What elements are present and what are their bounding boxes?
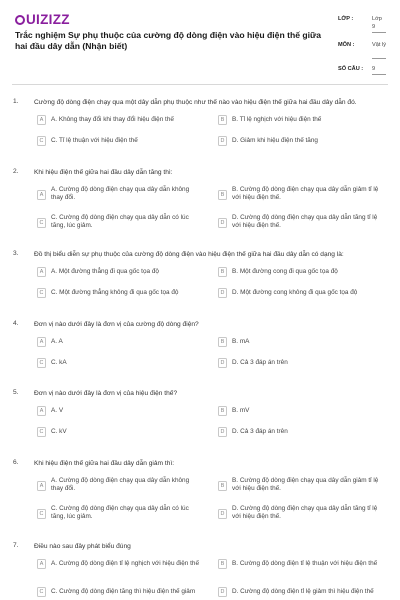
option-letter-box: D [218,427,227,437]
option-text: C. kA [51,359,67,366]
option-letter-box: D [218,358,227,368]
option-letter-box: A [37,406,46,416]
question-text: Đơn vị nào dưới đây là đơn vị của hiệu điện thế? [34,390,178,397]
option-text: D. Cường độ dòng điện chạy qua dây dẫn tăng tỉ lệ với hiệu điện thế. [232,214,378,230]
option-text: D. Cả 3 đáp án trên [232,428,288,435]
option-letter-box: A [37,267,46,277]
question-number: 7. [13,542,19,549]
option-letter-box: B [218,406,227,416]
option-text: C. Một đường thẳng không đi qua gốc tọa độ [51,289,179,296]
question-text: Cường độ dòng điện chạy qua một dây dẫn phụ thuộc như thế nào vào hiệu điện thế giữa hai đầu dây dẫn đó. [34,99,357,106]
grade-value: Lớp 9 [372,16,382,30]
worksheet-title: Trắc nghiệm Sự phụ thuộc của cường độ dòng điện vào hiệu điện thế giữa hai đầu dây dẫn (Nhận biết) [15,30,322,51]
option-text: A. Cường độ dòng điện chạy qua dây dẫn không thay đổi. [51,186,190,202]
option-letter-box: C [37,427,46,437]
question-number: 3. [13,250,19,257]
question-number: 5. [13,389,19,396]
option-letter-box: C [37,509,46,519]
option-letter-box: C [37,136,46,146]
option-text: D. Giảm khi hiệu điện thế tăng [232,137,318,144]
option-text: C. kV [51,428,67,435]
option-text: B. Cường độ dòng điện chạy qua dây dẫn giảm tỉ lệ với hiệu điện thế. [232,186,379,202]
option-text: A. Không thay đổi khi thay đổi hiệu điện thế [51,116,174,123]
option-letter-box: B [218,190,227,200]
question-text: Đơn vị nào dưới đây là đơn vị của cường độ dòng điện? [34,321,199,328]
quizizz-logo [15,12,70,27]
worksheet-header [0,0,400,82]
logo-text: UIZIZZ [26,12,70,27]
option-letter-box: A [37,337,46,347]
option-text: D. Cường độ dòng điện tỉ lệ giảm thì hiệu điện thế [232,588,374,595]
option-text: B. mA [232,338,250,345]
option-text: B. mV [232,407,250,414]
subject-underline [372,58,386,59]
option-letter-box: C [37,587,46,597]
subject-value: Vật lý [372,42,386,48]
grade-label: LỚP : [338,16,354,22]
option-text: A. Cường độ dòng điện chạy qua dây dẫn không thay đổi. [51,477,190,493]
option-text: B. Một đường cong đi qua gốc tọa độ [232,268,338,275]
option-letter-box: A [37,115,46,125]
option-text: A. Một đường thẳng đi qua gốc tọa độ [51,268,159,275]
option-text: D. Cả 3 đáp án trên [232,359,288,366]
option-text: C. Tỉ lệ thuận với hiệu điện thế [51,137,138,144]
option-text: C. Cường độ dòng điện chạy qua dây dẫn có lúc tăng, lúc giảm. [51,505,189,521]
option-letter-box: D [218,509,227,519]
option-letter-box: B [218,267,227,277]
option-letter-box: A [37,481,46,491]
option-letter-box: C [37,288,46,298]
question-text: Điều nào sau đây phát biểu đúng [34,543,131,550]
option-text: A. A [51,338,63,345]
question-text: Đồ thị biểu diễn sự phụ thuộc của cường độ dòng điện vào hiệu điện thế giữa hai đầu dây dẫn có dạng là: [34,251,344,258]
question-number: 1. [13,98,19,105]
header-divider [12,84,388,85]
question-number: 4. [13,320,19,327]
quizizz-q-logo-icon [15,15,25,25]
option-text: A. V [51,407,64,414]
subject-label: MÔN : [338,42,355,48]
option-text: B. Tỉ lệ nghịch với hiệu điện thế [232,116,322,123]
option-letter-box: B [218,115,227,125]
option-text: D. Cường độ dòng điện chạy qua dây dẫn tăng tỉ lệ với hiệu điện thế. [232,505,378,521]
option-letter-box: D [218,587,227,597]
question-number: 6. [13,459,19,466]
option-letter-box: A [37,559,46,569]
option-text: B. Cường độ dòng điện chạy qua dây dẫn giảm tỉ lệ với hiệu điện thế. [232,477,379,493]
grade-underline [372,32,386,33]
option-letter-box: D [218,218,227,228]
option-letter-box: C [37,358,46,368]
option-letter-box: B [218,559,227,569]
option-text: C. Cường độ dòng điện tăng thì hiệu điện thế giảm [51,588,196,595]
option-letter-box: A [37,190,46,200]
question-text: Khi hiệu điện thế giữa hai đầu dây dẫn tăng thì: [34,169,173,176]
question-count-underline [372,74,386,75]
option-letter-box: B [218,481,227,491]
question-count-label: SỐ CÂU : [338,66,364,72]
question-count-value: 9 [372,66,376,72]
option-text: B. Cường độ dòng điện tỉ lệ thuận với hiệu điện thế [232,560,378,567]
option-letter-box: B [218,337,227,347]
option-text: C. Cường độ dòng điện chạy qua dây dẫn có lúc tăng, lúc giảm. [51,214,189,230]
option-letter-box: D [218,136,227,146]
option-text: D. Một đường cong không đi qua gốc tọa độ [232,289,358,296]
question-text: Khi hiệu điện thế giữa hai đầu dây dẫn giảm thì: [34,460,175,467]
question-number: 2. [13,168,19,175]
option-text: A. Cường độ dòng điện tỉ lệ nghịch với hiệu điện thế [51,560,200,567]
option-letter-box: C [37,218,46,228]
option-letter-box: D [218,288,227,298]
